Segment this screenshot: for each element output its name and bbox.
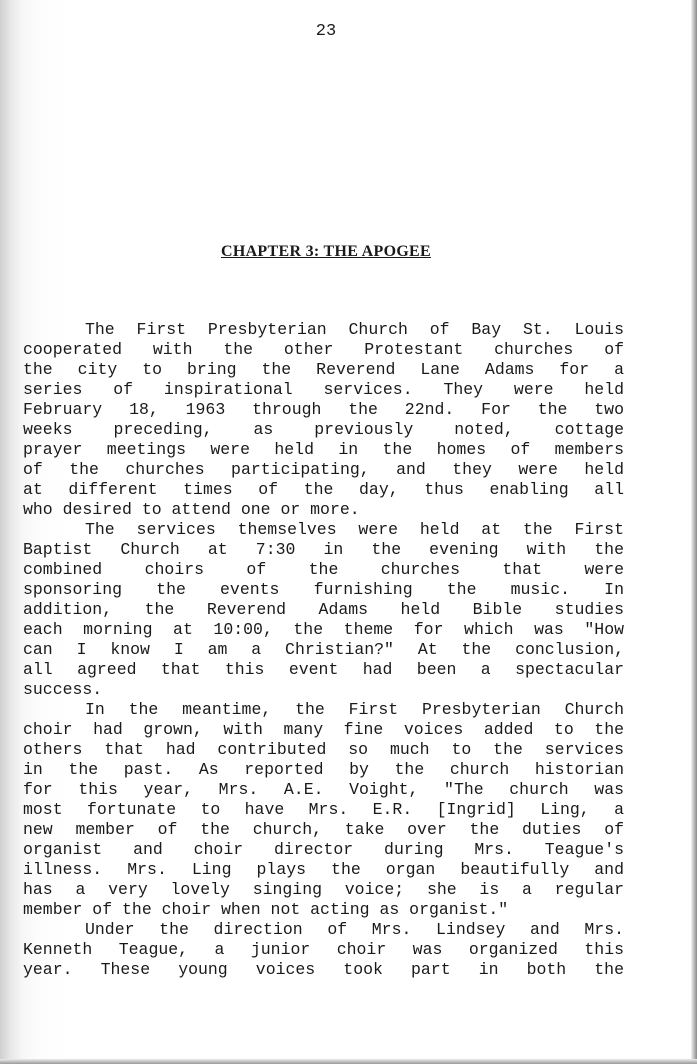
text-line: of the churches participating, and they were held bbox=[23, 460, 624, 479]
text-line: The First Presbyterian Church of Bay St. Louis bbox=[85, 320, 624, 339]
text-line: all agreed that this event had been a spectacular bbox=[23, 660, 624, 679]
text-line: member of the choir when not acting as organist." bbox=[23, 900, 509, 919]
text-line: cooperated with the other Protestant churches of bbox=[23, 340, 624, 359]
text-line: the city to bring the Reverend Lane Adams for a bbox=[23, 360, 624, 379]
text-line: Kenneth Teague, a junior choir was organized this bbox=[23, 940, 624, 959]
body-text bbox=[23, 320, 624, 980]
text-line: prayer meetings were held in the homes of members bbox=[23, 440, 624, 459]
text-line: illness. Mrs. Ling plays the organ beautifully and bbox=[23, 860, 624, 879]
paragraph-1 bbox=[23, 320, 624, 520]
text-line: others that had contributed so much to the services bbox=[23, 740, 624, 759]
text-line: sponsoring the events furnishing the music. In bbox=[23, 580, 624, 599]
text-line: success. bbox=[23, 680, 103, 699]
text-line: choir had grown, with many fine voices added to the bbox=[23, 720, 624, 739]
chapter-title: CHAPTER 3: THE APOGEE bbox=[220, 243, 432, 260]
paragraph-2 bbox=[23, 520, 624, 700]
text-line: February 18, 1963 through the 22nd. For the two bbox=[23, 400, 624, 419]
text-line: series of inspirational services. They were held bbox=[23, 380, 624, 399]
page-bottom-shadow bbox=[0, 1059, 697, 1064]
text-line: weeks preceding, as previously noted, cottage bbox=[23, 420, 624, 439]
text-line: new member of the church, take over the duties of bbox=[23, 820, 624, 839]
text-line: addition, the Reverend Adams held Bible studies bbox=[23, 600, 624, 619]
text-line: has a very lovely singing voice; she is a regular bbox=[23, 880, 624, 899]
text-line: In the meantime, the First Presbyterian Church bbox=[85, 700, 624, 719]
paragraph-4 bbox=[23, 920, 624, 980]
text-line: in the past. As reported by the church historian bbox=[23, 760, 624, 779]
text-line: most fortunate to have Mrs. E.R. [Ingrid] Ling, a bbox=[23, 800, 624, 819]
text-line: for this year, Mrs. A.E. Voight, "The church was bbox=[23, 780, 624, 799]
page-edge-shadow bbox=[691, 0, 697, 1064]
text-line: Baptist Church at 7:30 in the evening with the bbox=[23, 540, 624, 559]
text-line: year. These young voices took part in both the bbox=[23, 960, 624, 979]
text-line: combined choirs of the churches that were bbox=[23, 560, 624, 579]
text-line: organist and choir director during Mrs. Teague's bbox=[23, 840, 624, 859]
text-line: at different times of the day, thus enabling all bbox=[23, 480, 624, 499]
page-number: 23 bbox=[315, 22, 337, 41]
text-line: each morning at 10:00, the theme for which was "How bbox=[23, 620, 624, 639]
text-line: can I know I am a Christian?" At the conclusion, bbox=[23, 640, 624, 659]
text-line: Under the direction of Mrs. Lindsey and Mrs. bbox=[85, 920, 624, 939]
text-line: who desired to attend one or more. bbox=[23, 500, 360, 519]
text-line: The services themselves were held at the First bbox=[85, 520, 624, 539]
paragraph-3 bbox=[23, 700, 624, 920]
